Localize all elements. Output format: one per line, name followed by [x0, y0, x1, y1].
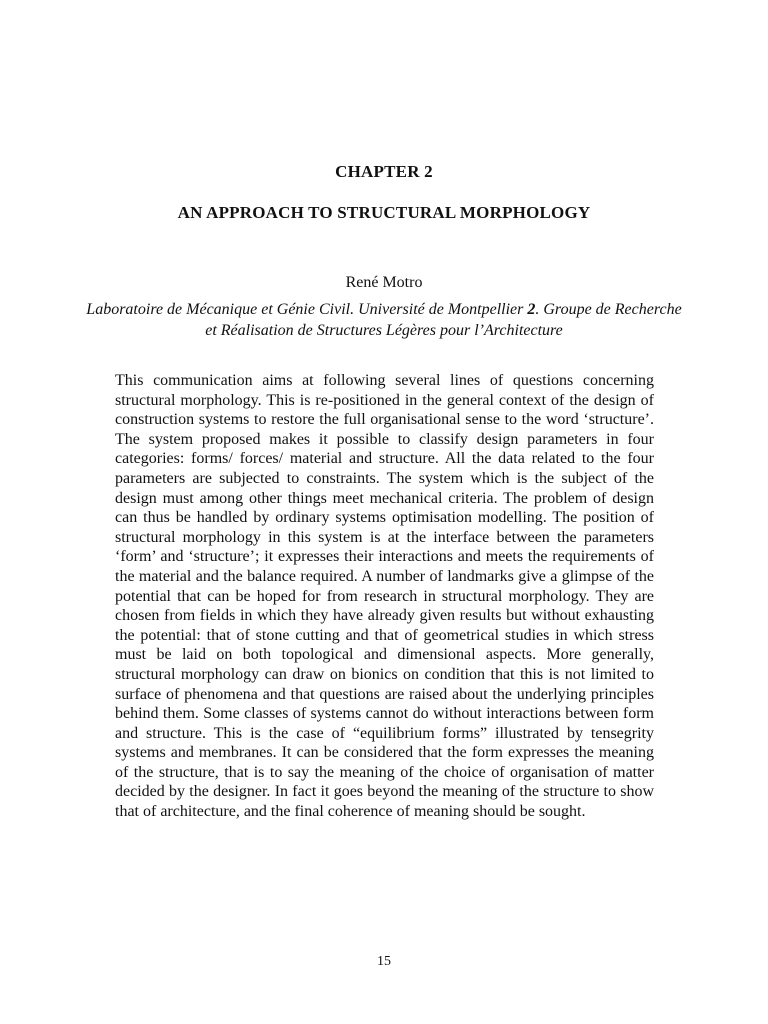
chapter-label: CHAPTER 2	[335, 162, 433, 181]
affiliation-text-end: . Groupe de Recherche et Réalisation de Structures Légères pour l’Architecture	[205, 301, 682, 339]
author-name: René Motro	[345, 274, 423, 291]
page-number: 15	[377, 954, 391, 969]
author-affiliation	[84, 299, 684, 341]
chapter-title: AN APPROACH TO STRUCTURAL MORPHOLOGY	[177, 203, 591, 222]
abstract-paragraph: This communication aims at following several lines of questions concerning structural morphology. This is re-positioned in the general context of the design of construction systems to restore the full organisational sense to the word ‘structure’. The system proposed makes it possible to classify design parameters in four categories: forms/ forces/ material and structure. All the data related to the four parameters are subjected to constraints. The system which is the subject of the design must among other things meet mechanical criteria. The problem of design can thus be handled by ordinary systems optimisation modelling. The position of structural morphology in this system is at the interface between the parameters ‘form’ and ‘structure’; it expresses their interactions and meets the requirements of the material and the balance required. A number of landmarks give a glimpse of the potential that can be hoped for from research in structural morphology. They are chosen from fields in which they have already given results but without exhausting the potential: that of stone cutting and that of geometrical studies in which stress must be laid on both topological and dimensional aspects. More generally, structural morphology can draw on bionics on condition that this is not limited to surface of phenomena and that questions are raised about the underlying principles behind them. Some classes of systems cannot do without interactions between form and structure. This is the case of “equilibrium forms” illustrated by tensegrity systems and membranes. It can be considered that the form expresses the meaning of the structure, that is to say the meaning of the choice of organisation of matter decided by the designer. In fact it goes beyond the meaning of the structure to show that of architecture, and the final coherence of meaning should be sought.	[115, 372, 654, 821]
affiliation-number: 2	[527, 301, 536, 318]
affiliation-text-start: Laboratoire de Mécanique et Génie Civil. Université de Montpellier	[86, 301, 528, 318]
